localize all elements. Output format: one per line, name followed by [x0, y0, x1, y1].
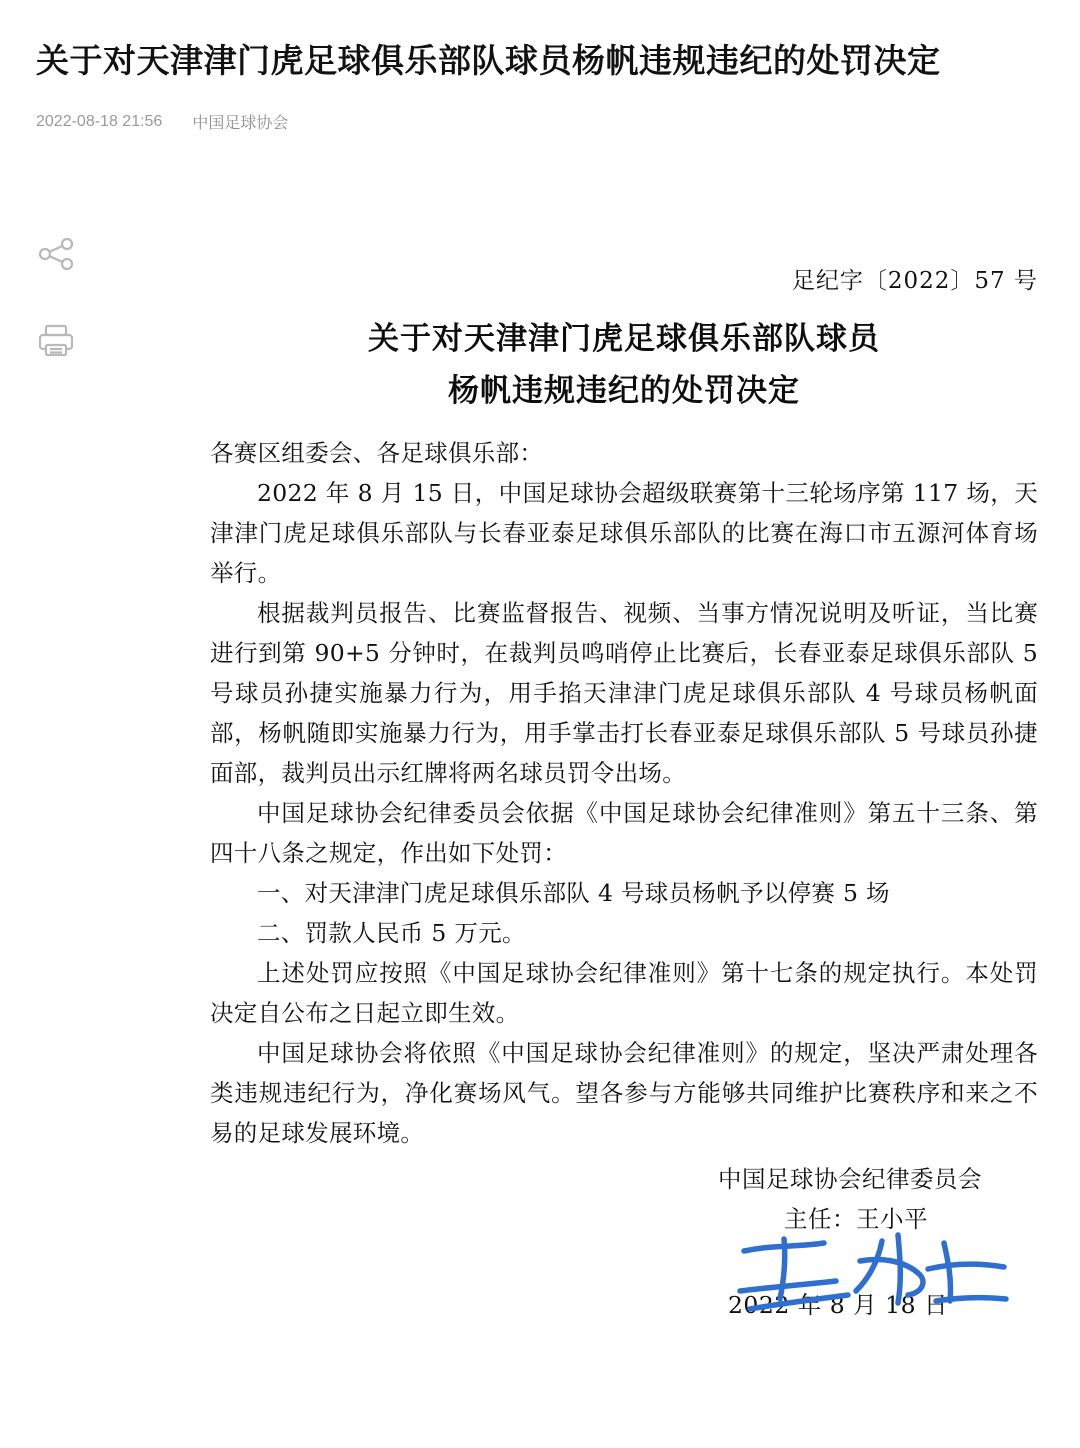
document-paragraph: 上述处罚应按照《中国足球协会纪律准则》第十七条的规定执行。本处罚决定自公布之日起立即生效。	[210, 959, 1038, 1027]
signing-person: 主任：王小平	[784, 1205, 928, 1233]
document-paragraph: 中国足球协会将依照《中国足球协会纪律准则》的规定，坚决严肃处理各类违规违纪行为，净化赛场风气。望各参与方能够共同维护比赛秩序和来之不易的足球发展环境。	[210, 1039, 1038, 1147]
document-paragraph: 2022 年 8 月 15 日，中国足球协会超级联赛第十三轮场序第 117 场，天津津门虎足球俱乐部队与长春亚泰足球俱乐部队的比赛在海口市五源河体育场举行。	[210, 479, 1038, 587]
document-paragraph: 根据裁判员报告、比赛监督报告、视频、当事方情况说明及听证，当比赛进行到第 90+5 分钟时，在裁判员鸣哨停止比赛后，长春亚泰足球俱乐部队 5 号球员孙捷实施暴力行为，用手掐天津津门虎足球俱乐部队 4 号球员杨帆面部，杨帆随即实施暴力行为，用手掌击打长春亚泰足球俱乐部队 5 号球员孙捷面部，裁判员出示红牌将两名球员罚令出场。	[210, 599, 1038, 787]
document-penalty-item: 二、罚款人民币 5 万元。	[257, 919, 526, 947]
signature-block	[210, 1159, 1038, 1325]
document-paragraph: 中国足球协会纪律委员会依据《中国足球协会纪律准则》第五十三条、第四十八条之规定，作出如下处罚：	[210, 799, 1038, 867]
article-header	[0, 0, 1080, 133]
signature-date: 2022 年 8 月 18 日	[727, 1291, 948, 1319]
official-document	[210, 262, 1038, 1325]
signing-organization: 中国足球协会纪律委员会	[718, 1165, 982, 1193]
article-meta	[36, 110, 1044, 133]
document-salutation: 各赛区组委会、各足球俱乐部：	[210, 439, 544, 467]
share-button[interactable]	[30, 228, 82, 280]
document-penalty-item: 一、对天津津门虎足球俱乐部队 4 号球员杨帆予以停赛 5 场	[257, 879, 890, 907]
document-title-line-2: 杨帆违规违纪的处罚决定	[448, 373, 800, 409]
print-icon	[34, 318, 78, 362]
page-title: 关于对天津津门虎足球俱乐部队球员杨帆违规违纪的处罚决定	[36, 42, 941, 79]
publish-source: 中国足球协会	[192, 115, 289, 132]
action-rail	[30, 228, 90, 366]
print-button[interactable]	[30, 314, 82, 366]
publish-timestamp: 2022-08-18 21:56	[36, 112, 163, 130]
document-number: 足纪字〔2022〕57 号	[791, 268, 1038, 294]
document-title-line-1: 关于对天津津门虎足球俱乐部队球员	[368, 321, 880, 357]
share-icon	[34, 232, 78, 276]
document-title	[210, 313, 1038, 417]
